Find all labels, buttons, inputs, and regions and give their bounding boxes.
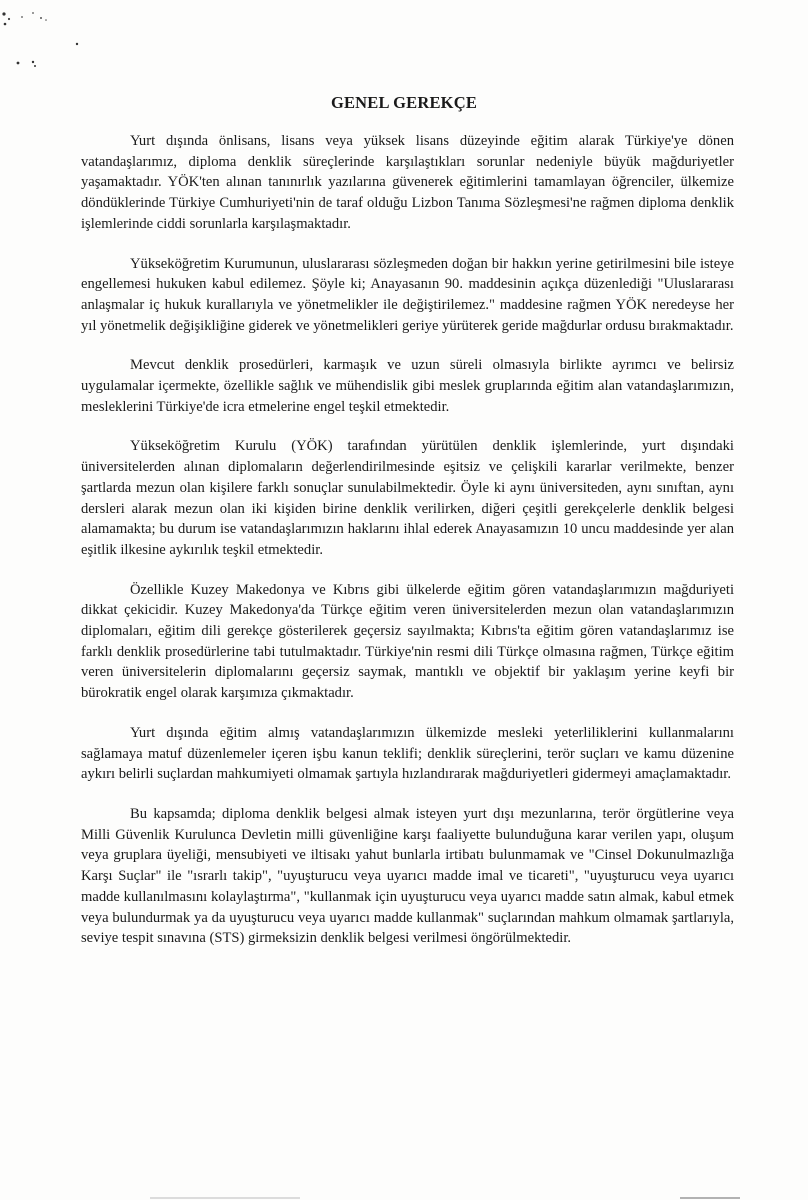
scan-specks: [0, 0, 120, 80]
paragraph: Mevcut denklik prosedürleri, karmaşık ve uzun süreli olmasıyla birlikte ayrımcı ve belirsiz uygulamalar içermekte, özellikle sağlık ve mühendislik gibi meslek gruplarında eğitim alan vatandaşlarımızın, mesleklerini Türkiye'de icra etmelerine engel teşkil etmektedir.: [81, 357, 734, 415]
page-title: GENEL GEREKÇE: [330, 93, 478, 112]
paragraph: Bu kapsamda; diploma denklik belgesi almak isteyen yurt dışı mezunlarına, terör örgütlerine veya Milli Güvenlik Kurulunca Devletin milli güvenliğine karşı faaliyette bulunduğuna karar verilen yapı, oluşum veya gruplara üyeliği, mensubiyeti ve iltisakı yahut bunlarla irtibatı bulunmamak ve "Cinsel Dokunulmazlığa Karşı Suçlar" ile "ısrarlı takip", "uyuşturucu veya uyarıcı madde imal ve ticareti", "uyuşturucu veya uyarıcı madde kullanılmasını kolaylaştırma", "kullanmak için uyuşturucu veya uyarıcı madde satın almak, kabul etmek veya bulundurmak ya da uyuşturucu veya uyarıcı madde kullanmak" suçlarından mahkum olmamak şartlarıyla, seviye tespit sınavına (STS) girmeksizin denklik belgesi verilmesi öngörülmektedir.: [81, 805, 734, 947]
paragraph: Yükseköğretim Kurumunun, uluslararası sözleşmeden doğan bir hakkın yerine getirilmesini bile isteye engellemesi hukuken kabul edilemez. Şöyle ki; Anayasanın 90. maddesinin açıkça düzenlediği "Uluslararası anlaşmalar iç hukuk kurallarıyla ve yönetmelikler ile değiştirilemez." maddesine rağmen YÖK neredeyse her yıl yönetmelik değişikliğine giderek ve yönetmelikleri geriye yürüterek geride mağdurlar ordusu bırakmaktadır.: [81, 255, 734, 334]
paragraph: Özellikle Kuzey Makedonya ve Kıbrıs gibi ülkelerde eğitim gören vatandaşlarımızın mağduriyeti dikkat çekicidir. Kuzey Makedonya'da Türkçe eğitim veren üniversitelerden mezun olan vatandaşlarımızın diplomaları, eğitim dili gerekçe gösterilerek geçersiz sayılmakta; Kıbrıs'ta eğitim gören vatandaşlarımız ise farklı denklik prosedürlerine tabi tutulmaktadır. Türkiye'nin resmi dili Türkçe olmasına rağmen, Türkçe eğitim veren üniversitelerin diplomalarını geçersiz saymak, mantıklı ve objektif bir yaklaşım yerine keyfi bir bürokratik engel olarak karşımıza çıkmaktadır.: [81, 581, 734, 702]
paragraph: Yurt dışında eğitim almış vatandaşlarımızın ülkemizde mesleki yeterliliklerini kullanmalarını sağlamaya matuf düzenlemeler içeren işbu kanun teklifi; denklik süreçlerini, terör suçları ve kamu düzenine aykırı belirli suçlardan mahkumiyeti olmamak şartıyla hızlandırarak mağduriyetleri gidermeyi amaçlamaktadır.: [81, 724, 734, 783]
document-body: [81, 131, 734, 968]
paragraph: Yükseköğretim Kurulu (YÖK) tarafından yürütülen denklik işlemlerinde, yurt dışındaki üniversitelerden alınan diplomaların değerlendirilmesinde eşitsiz ve çelişkili kararlar verilmekte, benzer şartlarda mezun olan kişilere farklı sonuçlar sunulabilmektedir. Öyle ki aynı üniversiteden, aynı sınıftan, aynı dersleri alarak mezun olan iki kişiden birine denklik verilirken, diğeri çeşitli gerekçelerle denklik belgesi alamamakta; bu durum ise vatandaşlarımızın haklarını ihlal ederek Anayasamızın 10 uncu maddesinde yer alan eşitlik ilkesine aykırılık teşkil etmektedir.: [81, 438, 734, 558]
paragraph: Yurt dışında önlisans, lisans veya yüksek lisans düzeyinde eğitim alarak Türkiye'ye dönen vatandaşlarımız, diploma denklik süreçlerinde karşılaştıkları sorunlar nedeniyle büyük mağduriyetler yaşamaktadır. YÖK'ten alınan tanınırlık yazılarına güvenerek eğitimlerini tamamlayan öğrenciler, ülkemize döndüklerinde Türkiye Cumhuriyeti'nin de taraf olduğu Lizbon Tanıma Sözleşmesi'ne rağmen diploma denklik işlemlerinde ciddi sorunlarla karşılaşmaktadır.: [81, 133, 734, 232]
scan-bottom-edge: [0, 1194, 808, 1200]
